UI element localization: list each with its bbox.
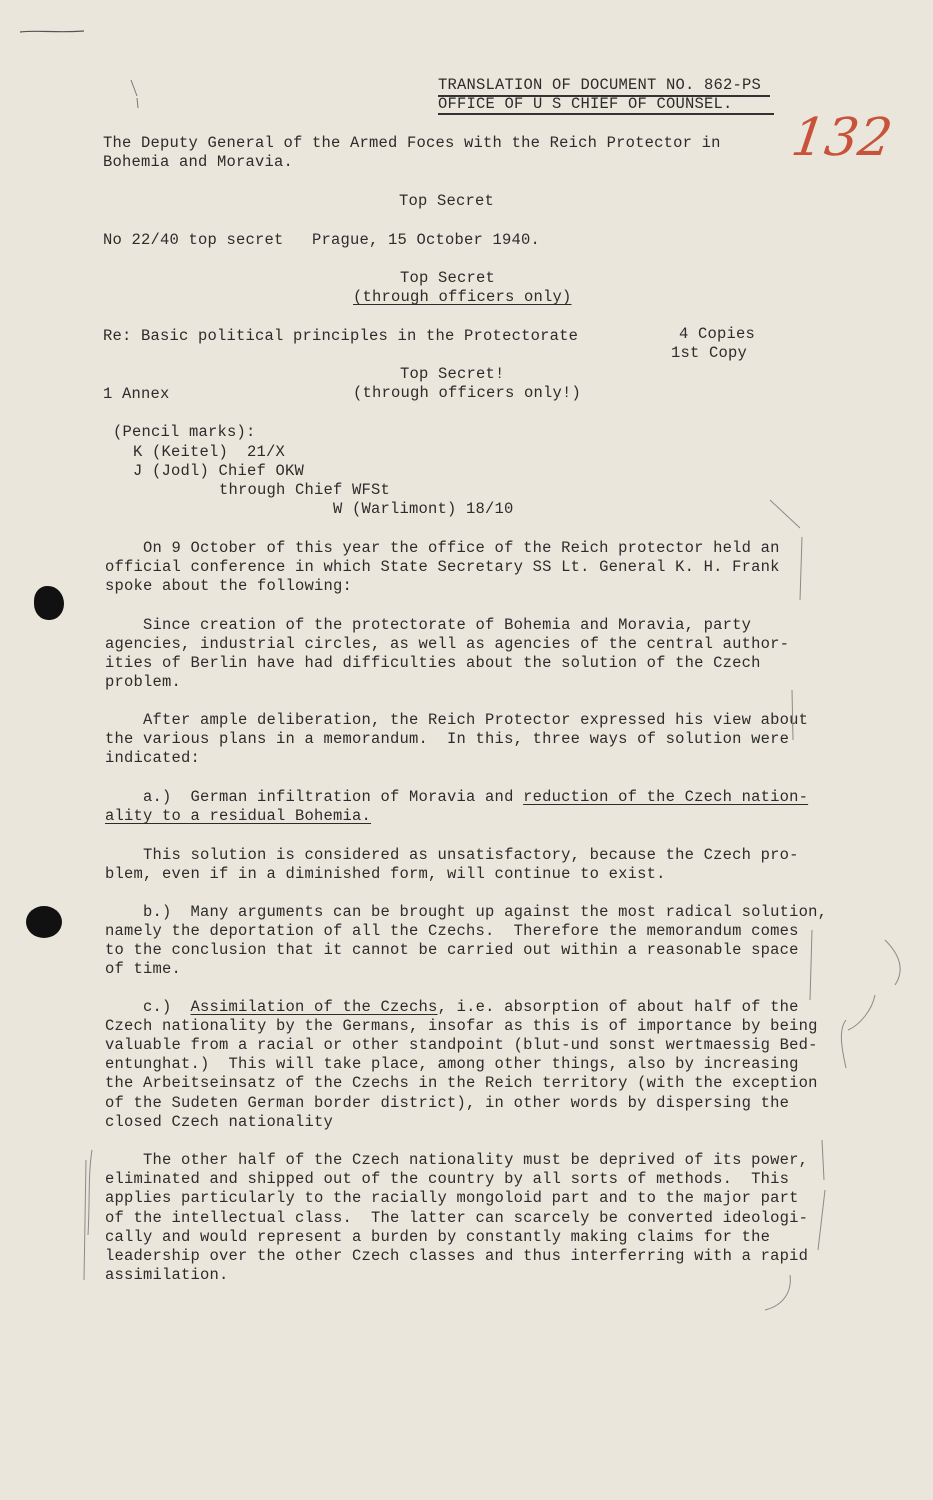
subject-line: Re: Basic political principles in the Protectorate xyxy=(103,327,579,345)
paragraph-5-line-1: This solution is considered as unsatisfactory, because the Czech pro- xyxy=(105,846,799,864)
classification-2-line-2: (through officers only) xyxy=(353,288,572,306)
copy-number: 1st Copy xyxy=(671,344,748,362)
paragraph-1-line-2: official conference in which State Secretary SS Lt. General K. H. Frank xyxy=(105,558,780,576)
paragraph-1-line-1: On 9 October of this year the office of the Reich protector held an xyxy=(105,539,780,557)
paragraph-7-lead: c.) xyxy=(105,998,191,1016)
paragraph-6-line-3: to the conclusion that it cannot be carried out within a reasonable space xyxy=(105,941,799,959)
copies-count: 4 Copies xyxy=(679,325,756,343)
paragraph-7-line-7: closed Czech nationality xyxy=(105,1113,334,1131)
paragraph-7-line-3: valuable from a racial or other standpoint (blut-und sonst wertmaessig Bed- xyxy=(105,1036,818,1054)
paragraph-7-underlined: Assimilation of the Czechs xyxy=(190,998,438,1016)
paragraph-8-line-4: of the intellectual class. The latter can scarcely be converted ideologi- xyxy=(105,1209,809,1227)
classification-top-secret: Top Secret xyxy=(399,192,495,210)
pencil-mark-keitel: K (Keitel) 21/X xyxy=(133,443,286,461)
paragraph-7-rest: , i.e. absorption of about half of the xyxy=(437,998,799,1016)
classification-2-line-1: Top Secret xyxy=(400,269,496,287)
paragraph-5-line-2: blem, even if in a diminished form, will continue to exist. xyxy=(105,865,666,883)
paragraph-4-lead: a.) German infiltration of Moravia and xyxy=(105,788,524,806)
pencil-mark-jodl: J (Jodl) Chief OKW xyxy=(133,462,305,480)
header-office: OFFICE OF U S CHIEF OF COUNSEL. xyxy=(438,95,733,113)
paragraph-8-line-1: The other half of the Czech nationality must be deprived of its power, xyxy=(105,1151,809,1169)
reference-number: No 22/40 top secret xyxy=(103,231,284,249)
paragraph-7-line-2: Czech nationality by the Germans, insofar as this is of importance by being xyxy=(105,1017,818,1035)
paragraph-2-line-3: ities of Berlin have had difficulties about the solution of the Czech xyxy=(105,654,761,672)
header-title: TRANSLATION OF DOCUMENT NO. 862-PS xyxy=(438,76,762,94)
paragraph-6-line-1: b.) Many arguments can be brought up against the most radical solution, xyxy=(105,903,828,921)
paragraph-3-line-1: After ample deliberation, the Reich Protector expressed his view about xyxy=(105,711,809,729)
issuer-line-2: Bohemia and Moravia. xyxy=(103,153,294,171)
paragraph-4-underlined: reduction of the Czech nation- xyxy=(523,788,809,806)
issuer-line-1: The Deputy General of the Armed Foces with the Reich Protector in xyxy=(103,134,721,152)
paragraph-3-line-3: indicated: xyxy=(105,749,201,767)
paragraph-7-line-4: entunghat.) This will take place, among other things, also by increasing xyxy=(105,1055,799,1073)
paragraph-8-line-5: cally and would represent a burden by constantly making claims for the xyxy=(105,1228,771,1246)
paragraph-1-line-3: spoke about the following: xyxy=(105,577,353,595)
paragraph-8-line-7: assimilation. xyxy=(105,1266,229,1284)
pencil-mark-warlimont: W (Warlimont) 18/10 xyxy=(333,500,514,518)
paragraph-8-line-6: leadership over the other Czech classes and thus interferring with a rapid xyxy=(105,1247,809,1265)
paragraph-2-line-2: agencies, industrial circles, as well as agencies of the central author- xyxy=(105,635,790,653)
paragraph-2-line-4: problem. xyxy=(105,673,182,691)
classification-3-line-1: Top Secret! xyxy=(400,365,505,383)
paragraph-7-line-5: the Arbeitseinsatz of the Czechs in the Reich territory (with the exception xyxy=(105,1074,818,1092)
pencil-mark-through: through Chief WFSt xyxy=(219,481,391,499)
paragraph-6-line-2: namely the deportation of all the Czechs. Therefore the memorandum comes xyxy=(105,922,799,940)
paragraph-2-line-1: Since creation of the protectorate of Bohemia and Moravia, party xyxy=(105,616,752,634)
paragraph-7-line-6: of the Sudeten German border district), in other words by dispersing the xyxy=(105,1094,790,1112)
handwritten-page-number: 132 xyxy=(787,108,897,168)
paragraph-3-line-2: the various plans in a memorandum. In this, three ways of solution were xyxy=(105,730,790,748)
paragraph-8-line-3: applies particularly to the racially mongoloid part and to the major part xyxy=(105,1189,799,1207)
annex-label: 1 Annex xyxy=(103,385,170,403)
pencil-marks-title: (Pencil marks): xyxy=(113,423,256,441)
paragraph-6-line-4: of time. xyxy=(105,960,182,978)
paragraph-4-line-2: ality to a residual Bohemia. xyxy=(105,807,372,825)
place-date: Prague, 15 October 1940. xyxy=(312,231,541,249)
classification-3-line-2: (through officers only!) xyxy=(353,384,582,402)
paragraph-8-line-2: eliminated and shipped out of the country by all sorts of methods. This xyxy=(105,1170,790,1188)
